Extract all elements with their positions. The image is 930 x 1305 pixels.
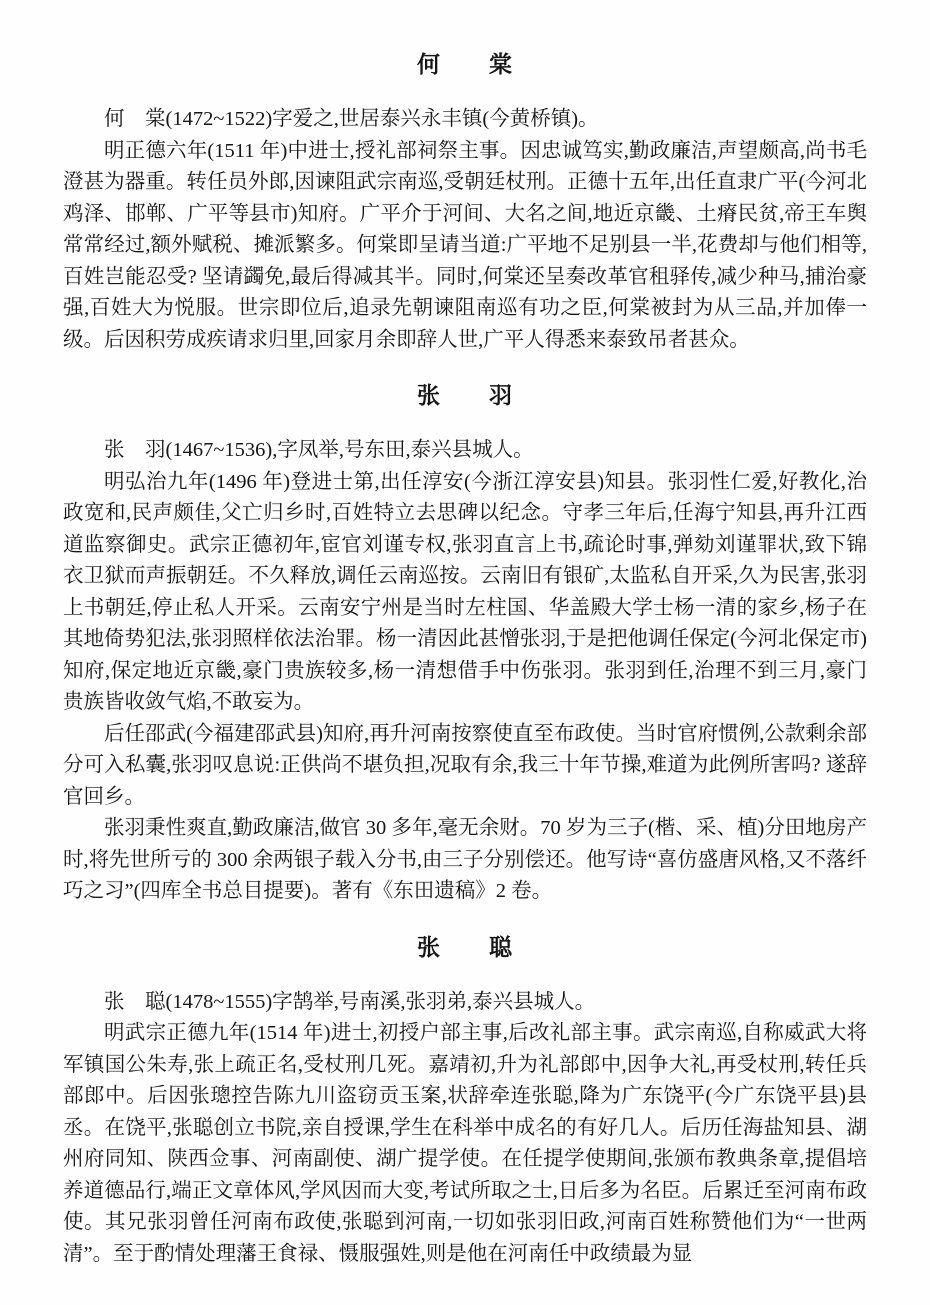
paragraph: 张 羽(1467~1536),字凤举,号东田,泰兴县城人。 — [104, 439, 534, 461]
section-title: 张 羽 — [417, 383, 513, 408]
paragraph: 何 棠(1472~1522)字爱之,世居泰兴永丰镇(今黄桥镇)。 — [104, 108, 599, 130]
section-title: 张 聪 — [417, 934, 513, 960]
paragraph: 张羽秉性爽直,勤政廉洁,做官 30 多年,毫无余财。70 岁为三子(楷、采、植)分田地房产时,将先世所亏的 300 余两银子载入分书,由三子分别偿还。他写诗“喜仿盛唐风格,又不落纤巧之习”(四库全书总目提要)。著有《东田遗稿》2 卷。 — [63, 817, 867, 902]
section-zhang-cong — [63, 933, 867, 1271]
paragraph: 明弘治九年(1496 年)登进士第,出任淳安(今浙江淳安县)知县。张羽性仁爱,好教化,治政宽和,民声颇佳,父亡归乡时,百姓特立去思碑以纪念。守孝三年后,任海宁知县,再升江西道监察御史。武宗正德初年,宦官刘谨专权,张羽直言上书,疏论时事,弹劾刘谨罪状,致下锦衣卫狱而声振朝廷。不久释放,调任云南巡按。云南旧有银矿,太监私自开采,久为民害,张羽上书朝廷,停止私人开采。云南安宁州是当时左柱国、华盖殿大学士杨一清的家乡,杨子在其地倚势犯法,张羽照样依法治罪。杨一清因此甚憎张羽,于是把他调任保定(今河北保定市)知府,保定地近京畿,豪门贵族较多,杨一清想借手中伤张羽。张羽到任,治理不到三月,豪门贵族皆收敛气焰,不敢妄为。 — [63, 470, 867, 713]
paragraph: 明正德六年(1511 年)中进士,授礼部祠祭主事。因忠诚笃实,勤政廉洁,声望颇高,尚书毛澄甚为器重。转任员外郎,因谏阻武宗南巡,受朝廷杖刑。正德十五年,出任直隶广平(今河北鸡泽、邯郸、广平等县市)知府。广平介于河间、大名之间,地近京畿、土瘠民贫,帝王车舆常常经过,额外赋税、摊派繁多。何棠即呈请当道:广平地不足别县一半,花费却与他们相等,百姓岂能忍受? 坚请蠲免,最后得减其半。同时,何棠还呈奏改革官租驿传,减少种马,捕治豪强,百姓大为悦服。世宗即位后,追录先朝谏阻南巡有功之臣,何棠被封为从三品,并加俸一级。后因积劳成疾请求归里,回家月余即辞人世,广平人得悉来泰致吊者甚众。 — [63, 139, 867, 351]
section-title: 何 棠 — [417, 52, 513, 77]
paragraph: 明武宗正德九年(1514 年)进士,初授户部主事,后改礼部主事。武宗南巡,自称威武大将军镇国公朱寿,张上疏正名,受杖刑几死。嘉靖初,升为礼部郎中,因争大礼,再受杖刑,转任兵部郎中。后因张璁控告陈九川盗窃贡玉案,状辞牵连张聪,降为广东饶平(今广东饶平县)县丞。在饶平,张聪创立书院,亲自授课,学生在科举中成名的有好几人。后历任海盐知县、湖州府同知、陕西佥事、河南副使、湖广提学使。在任提学使期间,张颁布教典条章,提倡培养道德品行,端正文章体风,学风因而大变,考试所取之士,日后多为名臣。后累迁至河南布政使。其兄张羽曾任河南布政使,张聪到河南,一切如张羽旧政,河南百姓称赞他们为“一世两清”。至于酌情处理藩王食禄、慑服强姓,则是他在河南任中政绩最为显 — [63, 1022, 867, 1265]
paragraph: 张 聪(1478~1555)字鹄举,号南溪,张羽弟,泰兴县城人。 — [104, 990, 596, 1013]
section-he-tang — [63, 50, 867, 356]
paragraph: 后任邵武(今福建邵武县)知府,再升河南按察使直至布政使。当时官府惯例,公款剩余部分可入私囊,张羽叹息说:正供尚不堪负担,况取有余,我三十年节操,难道为此例所害吗? 遂辞官回乡。 — [63, 722, 867, 808]
section-zhang-yu — [63, 381, 867, 908]
